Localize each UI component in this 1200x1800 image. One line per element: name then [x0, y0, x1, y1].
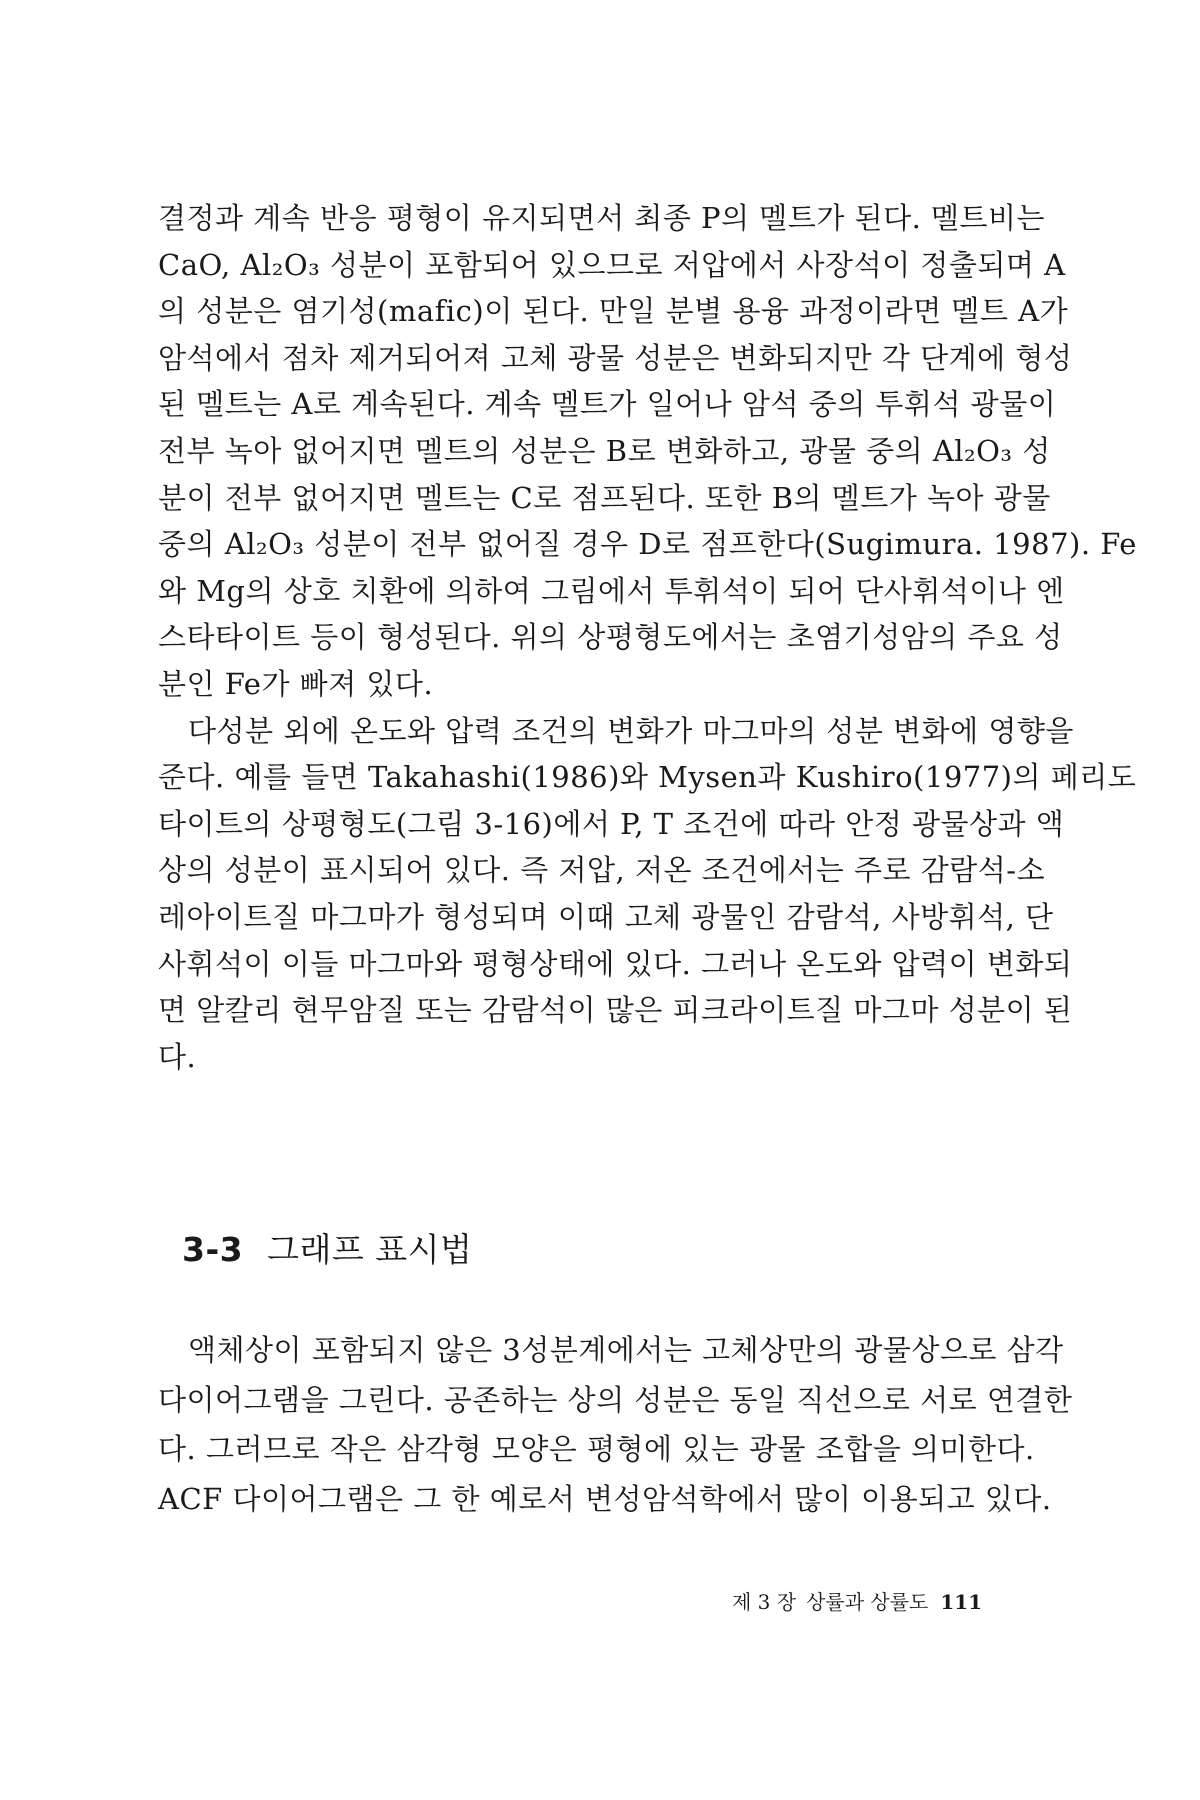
text-line: ACF 다이어그램은 그 한 예로서 변성암석학에서 많이 이용되고 있다. — [158, 1481, 1052, 1516]
text-line: 전부 녹아 없어지면 멜트의 성분은 B로 변화하고, 광물 중의 Al₂O₃ 성 — [158, 433, 1051, 468]
section-number: 3-3 — [182, 1230, 244, 1269]
paragraph-3 — [158, 1326, 1073, 1524]
text-line: 액체상이 포함되지 않은 3성분계에서는 고체상만의 광물상으로 삼각 — [188, 1333, 1064, 1367]
text-line: 스타타이트 등이 형성된다. 위의 상평형도에서는 초염기성암의 주요 성 — [158, 620, 1063, 655]
text-line: 의 성분은 염기성(mafic)이 된다. 만일 분별 용융 과정이라면 멜트 A가 — [158, 294, 1069, 329]
text-line: 와 Mg의 상호 치환에 의하여 그림에서 투휘석이 되어 단사휘석이나 엔 — [158, 573, 1065, 608]
text-line: 면 알칼리 현무암질 또는 감람석이 많은 피크라이트질 마그마 성분이 된 — [158, 993, 1073, 1028]
text-line: 다성분 외에 온도와 압력 조건의 변화가 마그마의 성분 변화에 영향을 — [188, 713, 1074, 748]
text-line: 다이어그램을 그린다. 공존하는 상의 성분은 동일 직선으로 서로 연결한 — [158, 1382, 1073, 1417]
text-line: 타이트의 상평형도(그림 3-16)에서 P, T 조건에 따라 안정 광물상과 액 — [158, 806, 1065, 841]
paragraph-2 — [158, 708, 1137, 1081]
section-title: 그래프 표시법 — [267, 1230, 473, 1269]
text-line: 된 멜트는 A로 계속된다. 계속 멜트가 일어나 암석 중의 투휘석 광물이 — [158, 387, 1057, 422]
text-line: 중의 Al₂O₃ 성분이 전부 없어질 경우 D로 점프한다(Sugimura. 1987). Fe — [158, 527, 1137, 562]
page-number: 111 — [940, 1590, 983, 1614]
text-line: 분이 전부 없어지면 멜트는 C로 점프된다. 또한 B의 멜트가 녹아 광물 — [158, 480, 1051, 515]
text-line: 암석에서 점차 제거되어져 고체 광물 성분은 변화되지만 각 단계에 형성 — [158, 340, 1073, 375]
text-line: 다. 그러므로 작은 삼각형 모양은 평형에 있는 광물 조합을 의미한다. — [158, 1432, 1035, 1466]
text-line: 분인 Fe가 빠져 있다. — [158, 666, 434, 701]
chapter-label: 제 3 장 — [732, 1590, 797, 1614]
text-line: CaO, Al₂O₃ 성분이 포함되어 있으므로 저압에서 사장석이 정출되며 A — [158, 247, 1066, 282]
body-text — [158, 195, 1137, 1080]
section-heading — [182, 1228, 472, 1272]
page-footer — [732, 1588, 982, 1616]
chapter-title: 상률과 상률도 — [806, 1590, 929, 1614]
text-line: 다. — [158, 1039, 197, 1074]
text-line: 레아이트질 마그마가 형성되며 이때 고체 광물인 감람석, 사방휘석, 단 — [158, 899, 1054, 934]
text-line: 사휘석이 이들 마그마와 평형상태에 있다. 그러나 온도와 압력이 변화되 — [158, 946, 1073, 981]
text-line: 상의 성분이 표시되어 있다. 즉 저압, 저온 조건에서는 주로 감람석-소 — [158, 853, 1046, 888]
paragraph-1 — [158, 195, 1137, 708]
text-line: 준다. 예를 들면 Takahashi(1986)와 Mysen과 Kushiro(1977)의 페리도 — [158, 760, 1137, 795]
text-line: 결정과 계속 반응 평형이 유지되면서 최종 P의 멜트가 된다. 멜트비는 — [158, 201, 1046, 235]
